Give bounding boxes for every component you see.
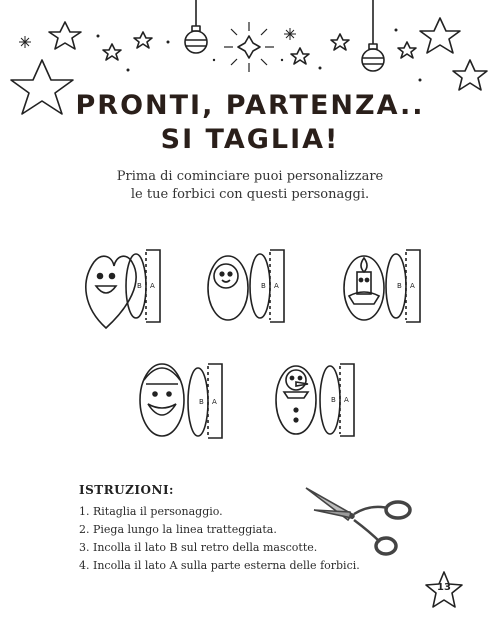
- scissors-icon: [300, 480, 420, 560]
- ornament-icon: [362, 49, 384, 71]
- snowman-character: [276, 364, 354, 436]
- page-number-badge: [424, 570, 464, 610]
- label-b: B: [261, 282, 266, 290]
- instructions-heading: ISTRUZIONI:: [79, 483, 174, 497]
- page-title-line1: PRONTI, PARTENZA..: [75, 90, 425, 121]
- instruction-step: 4. Incolla il lato A sulla parte esterna delle forbici.: [79, 559, 360, 572]
- star-icon: [134, 32, 152, 48]
- label-b: B: [397, 282, 402, 290]
- instruction-step: 2. Piega lungo la linea tratteggiata.: [79, 523, 277, 536]
- star-icon: [291, 48, 309, 64]
- label-a: A: [150, 282, 155, 290]
- star-icon: [398, 42, 416, 58]
- flame-icon: [361, 258, 367, 272]
- label-a: A: [344, 396, 349, 404]
- christmas-ball-character: [208, 250, 284, 322]
- candle-character: [344, 250, 420, 322]
- label-b: B: [137, 282, 142, 290]
- heart-character: [86, 250, 160, 328]
- label-a: A: [274, 282, 279, 290]
- star-icon: [103, 44, 121, 60]
- cutout-characters: [0, 230, 500, 450]
- instruction-step: 3. Incolla il lato B sul retro della mascotte.: [79, 541, 318, 554]
- star-icon: [453, 60, 487, 90]
- ornament-icon: [214, 264, 238, 288]
- subtitle-line1: Prima di cominciare puoi personalizzare: [116, 169, 384, 184]
- star-icon: [49, 22, 81, 49]
- subtitle-line2: le tue forbici con questi personaggi.: [130, 187, 370, 202]
- label-a: A: [212, 398, 217, 406]
- ornament-icon: [185, 31, 207, 53]
- label-b: B: [199, 398, 204, 406]
- page-number: 13: [437, 582, 451, 593]
- snowman-icon: [286, 370, 306, 390]
- star-icon: [420, 18, 460, 53]
- label-a: A: [410, 282, 415, 290]
- page-title-line2: SI TAGLIA!: [160, 124, 340, 155]
- sparkle-icon: [238, 36, 260, 58]
- sparkle-rays-icon: [224, 22, 274, 72]
- santa-character: [140, 364, 222, 438]
- label-b: B: [331, 396, 336, 404]
- star-icon: [331, 34, 349, 50]
- instruction-step: 1. Ritaglia il personaggio.: [79, 505, 223, 518]
